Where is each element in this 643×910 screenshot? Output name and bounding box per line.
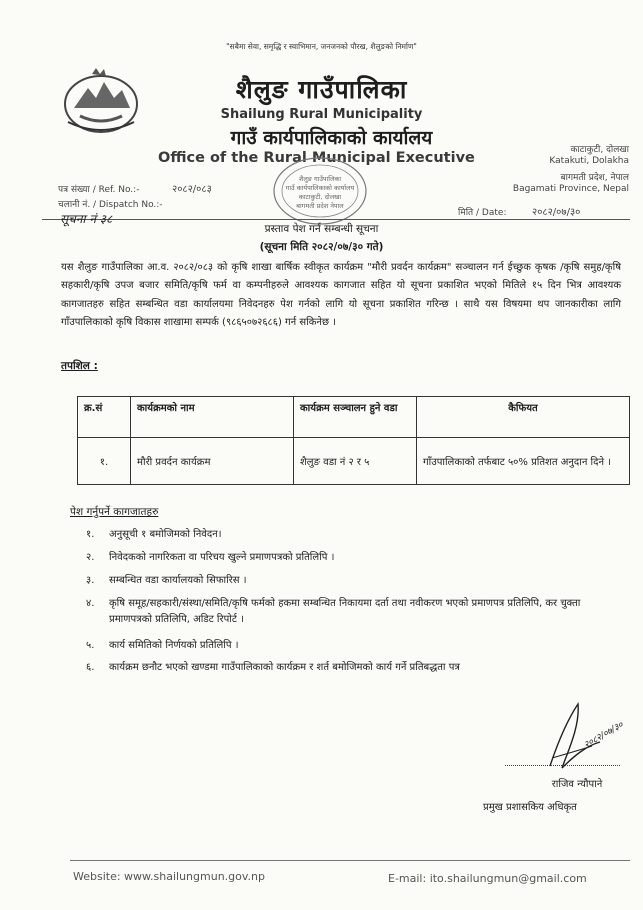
ref-label: पत्र संख्या / Ref. No.:- (58, 185, 140, 195)
municipality-name-en: Shailung Rural Municipality (220, 107, 423, 122)
documents-title: पेश गर्नुपर्ने कागजातहरु (70, 506, 159, 518)
list-item: ५. कार्य समितिको निर्णयको प्रतिलिपि । (86, 640, 239, 651)
stamp-line-1: शैलुङ गाउँपालिका (298, 175, 342, 183)
office-name-en: Office of the Rural Municipal Executive (158, 150, 475, 166)
table-cell: गाँउपालिकाको तर्फबाट ५०% प्रतिशत अनुदान दिने । (417, 438, 630, 485)
municipality-name-np: शैलुङ गाउँपालिका (235, 75, 408, 104)
signer-name: राजिव न्यौपाने (551, 779, 603, 790)
address-line-4: Bagamati Province, Nepal (512, 184, 629, 194)
table-title: तपशिल : (61, 360, 98, 372)
table-cell: १. (78, 438, 131, 485)
table-row (78, 438, 630, 485)
notice-subject: प्रस्ताव पेश गर्न सम्बन्धी सूचना (264, 223, 379, 235)
ref-value: २०८२/०८३ (172, 184, 212, 195)
footer-divider (70, 860, 630, 861)
stamp-line-3: काटाकुटी, दोलखा (298, 193, 342, 201)
program-table (77, 396, 630, 485)
table-header-cell: कार्यक्रम सञ्चालन हुने वडा (294, 397, 417, 438)
list-item: ४. कृषि समूह/सहकारी/संस्था/समिति/कृषि फर्मको हकमा सम्बन्धित निकायमा दर्ता तथा नवीकरण भएको प्रमाणपत्र प्रतिलिपि, कर चुक्ता प्रमाणपत्रको प्रतिलिपि, अडिट रिपोर्ट । (86, 598, 581, 625)
notice-body: यस शैलुङ गाउँपालिका आ.व. २०८२/०८३ को कृषि शाखा बार्षिक स्वीकृत कार्यक्रम "मौरी प्रवर्दन कार्यक्रम" सञ्चालन गर्न ईच्छुक कृषक /कृषि समुह/कृषि सहकारी/कृषि उपज बजार समिति/कृषि फर्म वा कम्पनीहरुले आवश्यक कागजात सहित यो सूचना प्रकाशित भएको मितिले १५ दिन भित्र आवश्यक कागजातहरु सहित सम्बन्धित वडा कार्यालयमा निवेदनहरु पेश गर्नको लागि यो सूचना प्रकाशित गरिन्छ । साथै यस विषयमा थप जानकारीका लागि गाँउपालिकाको कृषि विकास शाखामा सम्पर्क (९८६५०७२६८६) गर्न सकिनेछ । (61, 262, 621, 328)
date-value: २०८२/०७/३० (532, 207, 581, 218)
list-item: ३. सम्बन्धित वडा कार्यालयको सिफारिस । (86, 575, 247, 586)
list-item: २. निवेदकको नागरिकता वा परिचय खुल्ने प्रमाणपत्रको प्रतिलिपि । (86, 552, 335, 563)
signature-date: २०८२/०७/३० (582, 720, 626, 751)
notice-date: (सूचना मिति २०८२/०७/३० गते) (259, 241, 384, 253)
signature-icon (540, 696, 630, 776)
address-line-2: Katakuti, Dolakha (549, 156, 629, 166)
header-divider (42, 219, 630, 220)
table-header-cell: कार्यक्रमको नाम (131, 397, 294, 438)
table-cell: मौरी प्रवर्दन कार्यक्रम (131, 438, 294, 485)
notice-number: सूचना नं ३८ (60, 212, 113, 226)
signature-line (505, 765, 620, 766)
office-name-np: गाउँ कार्यपालिकाको कार्यालय (230, 127, 433, 149)
table-header-cell: क्र.सं (78, 397, 131, 438)
office-stamp-icon (270, 155, 370, 227)
footer-website: Website: www.shailungmun.gov.np (73, 870, 265, 883)
table-header-row (78, 397, 630, 438)
table-cell: शैलुङ वडा नं २ र ५ (294, 438, 417, 485)
list-item: ६. कार्यक्रम छनौट भएको खण्डमा गाउँपालिकाको कार्यक्रम र शर्त बमोजिमको कार्य गर्ने प्रतिबद्धता पत्र (86, 662, 460, 673)
address-line-1: काटाकुटी, दोलखा (570, 145, 629, 155)
list-item: १. अनुसूची १ बमोजिमको निवेदन। (86, 529, 222, 540)
signer-title: प्रमुख प्रशासकिय अधिकृत (483, 802, 577, 813)
table-header-cell: कैफियत (417, 397, 630, 438)
stamp-line-2: गाउँ कार्यपालिकाको कार्यालय (285, 184, 355, 192)
stamp-line-4: बागमती प्रदेश नेपाल (296, 202, 344, 210)
dispatch-label: चलानी नं. / Dispatch No.:- (58, 200, 163, 210)
address-line-3: बागमती प्रदेश, नेपाल (560, 173, 629, 183)
date-label: मिति / Date: (458, 208, 507, 218)
footer-email: E-mail: ito.shailungmun@gmail.com (388, 872, 587, 885)
letterhead-motto: "सबैमा सेवा, समृद्धि र स्वाभिमान, जनजनको पौरख, शैलुङको निर्माण" (226, 42, 417, 51)
